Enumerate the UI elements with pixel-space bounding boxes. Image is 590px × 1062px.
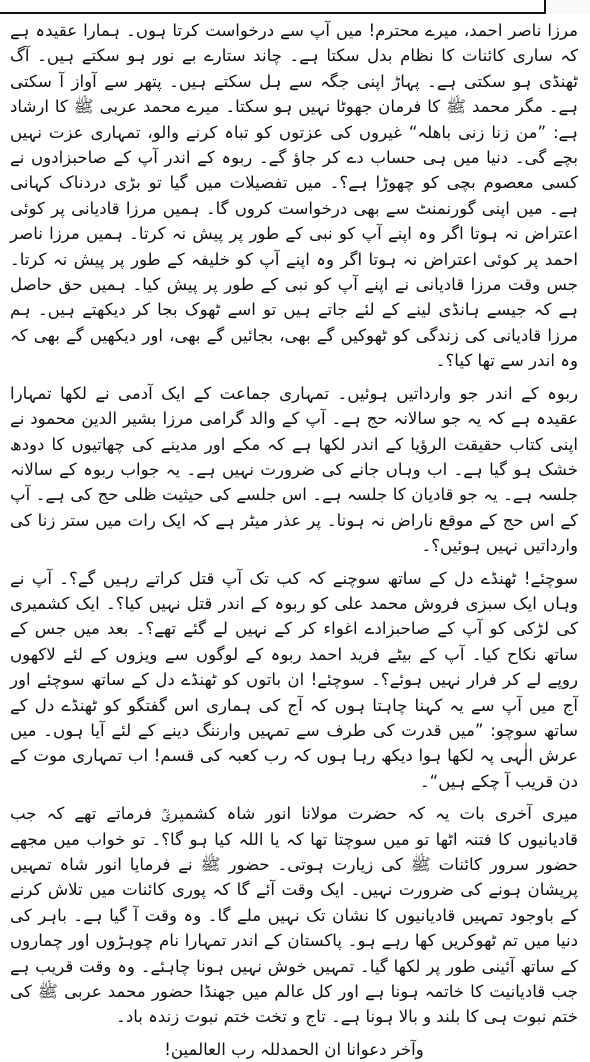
paragraph: مرزا ناصر احمد، میرے محترم! میں آپ سے درخواست کرتا ہوں۔ ہمارا عقیدہ ہے کہ ساری کائنات کا نظام بدل سکتا ہے۔ چاند ستارے بے نور ہو سکتے ہیں۔ آگ ٹھنڈی ہو سکتی ہے۔ پہاڑ اپنی جگہ سے ہل سکتے ہیں۔ پتھر سے آواز آ سکتی ہے۔ مگر محمد ﷺ کا فرمان جھوٹا نہیں ہو سکتا۔ میرے محمد عربی ﷺ کا ارشاد ہے: ”من زنا زنی باھلہ“ غیروں کی عزتوں کو تباہ کرنے والو، تمہاری عزت نہیں بچے گی۔ دنیا میں ہی حساب دے کر جاؤ گے۔ ربوہ کے اندر آپ کے صاحبزادوں نے کسی معصوم بچی کو چھوڑا ہے؟۔ میں تفصیلات میں گیا تو بڑی دردناک کہانی ہے۔ میں اپنی گورنمنٹ سے بھی درخواست کروں گا۔ ہمیں مرزا قادیانی پر کوئی اعتراض نہ ہوتا اگر وہ اپنے آپ کو نبی کے طور پر پیش نہ کرتا۔ ہمیں مرزا ناصر احمد پر کوئی اعتراض نہ ہوتا اگر وہ اپنے آپ کو خلیفہ کے طور پر پیش نہ کرتا۔ جس وقت مرزا قادیانی نے اپنے آپ کو نبی کے طور پر پیش کیا۔ ہمیں حق حاصل ہے کہ جیسے ہانڈی لینے کے لئے جاتے ہیں تو اسے ٹھوک بجا کر دیکھتے ہیں۔ ہم مرزا قادیانی کی زندگی کو ٹھوکیں گے بھی، بجائیں گے بھی، اور دیکھیں گے بھی کہ وہ اندر سے تھا کیا؟۔ [10, 21, 578, 371]
header-tab-decoration [544, 0, 590, 14]
paragraph: ربوہ کے اندر جو وارداتیں ہوئیں۔ تمہاری جماعت کے ایک آدمی نے لکھا تمہارا عقیدہ ہے کہ یہ جو سالانہ حج ہے۔ آپ کے والد گرامی مرزا بشیر الدین محمود نے اپنی کتاب حقیقت الرؤیا کے اندر لکھا ہے کہ مکے اور مدینے کی چھاتیوں کا دودھ خشک ہو گیا ہے۔ اب وہاں جانے کی ضرورت نہیں ہے۔ یہ جواب ربوہ کے سالانہ جلسہ ہے۔ یہ جو قادیان کا جلسہ ہے۔ اس جلسے کی حیثیت ظلی حج کی ہے۔ آپ کے اس حج کے موقع ناراض نہ ہونا۔ پر عذر میٹر ہے کہ ایک رات میں ستر زنا کی وارداتیں نہیں ہوئیں؟۔ [10, 383, 578, 556]
paragraph: سوچئے! ٹھنڈے دل کے ساتھ سوچنے کہ کب تک آپ قتل کراتے رہیں گے؟۔ آپ نے وہاں ایک سبزی فروش محمد علی کو ربوہ کے اندر قتل نہیں کیا؟۔ ایک کشمیری کی لڑکی کو آپ کے صاحبزادے اغواء کر کے نہیں لے گئے تھے؟۔ بعد میں جس کے ساتھ نکاح کیا۔ آپ کے بیٹے فرید احمد ربوہ کے لوگوں سے ویزوں کے لئے لاکھوں روپے لے کر فرار نہیں ہوئے؟۔ سوچئے! ان باتوں کو ٹھنڈے دل کے ساتھ سوچئے اور آج میں آپ سے یہ کہنا چاہتا ہوں کہ آج کی ہماری اس گفتگو کو ٹھنڈے دل کے ساتھ سوچو: ”میں قدرت کی طرف سے تمہیں وارننگ دینے کے لئے آیا ہوں۔ میں عرش الٰہی پہ لکھا ہوا دیکھ رہا ہوں کہ رب کعبہ کی قسم! اب تمہاری موت کے دن قریب آ چکے ہیں“۔ [10, 568, 578, 791]
closing-prayer: وآخر دعوانا ان الحمدللہ رب العالمین! [164, 1039, 424, 1059]
document-page [10, 18, 578, 1059]
paragraph: میری آخری بات یہ کہ حضرت مولانا انور شاہ کشمیریؒ فرماتے تھے کہ جب قادیانیوں کا فتنہ اٹھا تو میں سوچتا تھا کہ یا اللہ کیا ہو گا؟۔ تو خواب میں مجھے حضور سرور کائنات ﷺ کی زیارت ہوتی۔ حضور ﷺ نے فرمایا انور شاہ تمہیں پریشان ہونے کی ضرورت نہیں۔ ایک وقت آئے گا کہ پوری کائنات میں تلاش کرنے کے باوجود تمہیں قادیانیوں کا نشان تک نہیں ملے گا۔ وہ وقت آ گیا ہے۔ باہر کی دنیا میں تم ٹھوکریں کھا رہے ہو۔ پاکستان کے اندر تمہارا نام چوہڑوں اور چماروں کے ساتھ آئینی طور پر لکھا گیا۔ تمہیں خوش نہیں ہونا چاہئے۔ وہ وقت قریب ہے جب قادیانیت کا خاتمہ ہونا ہے اور کل عالم میں جھنڈا حضور محمد عربی ﷺ کی ختم نبوت ہی کا بلند و بالا ہونا ہے۔ تاج و تخت ختم نبوت زندہ باد۔ [10, 804, 578, 1027]
page-header-rule [0, 0, 590, 14]
